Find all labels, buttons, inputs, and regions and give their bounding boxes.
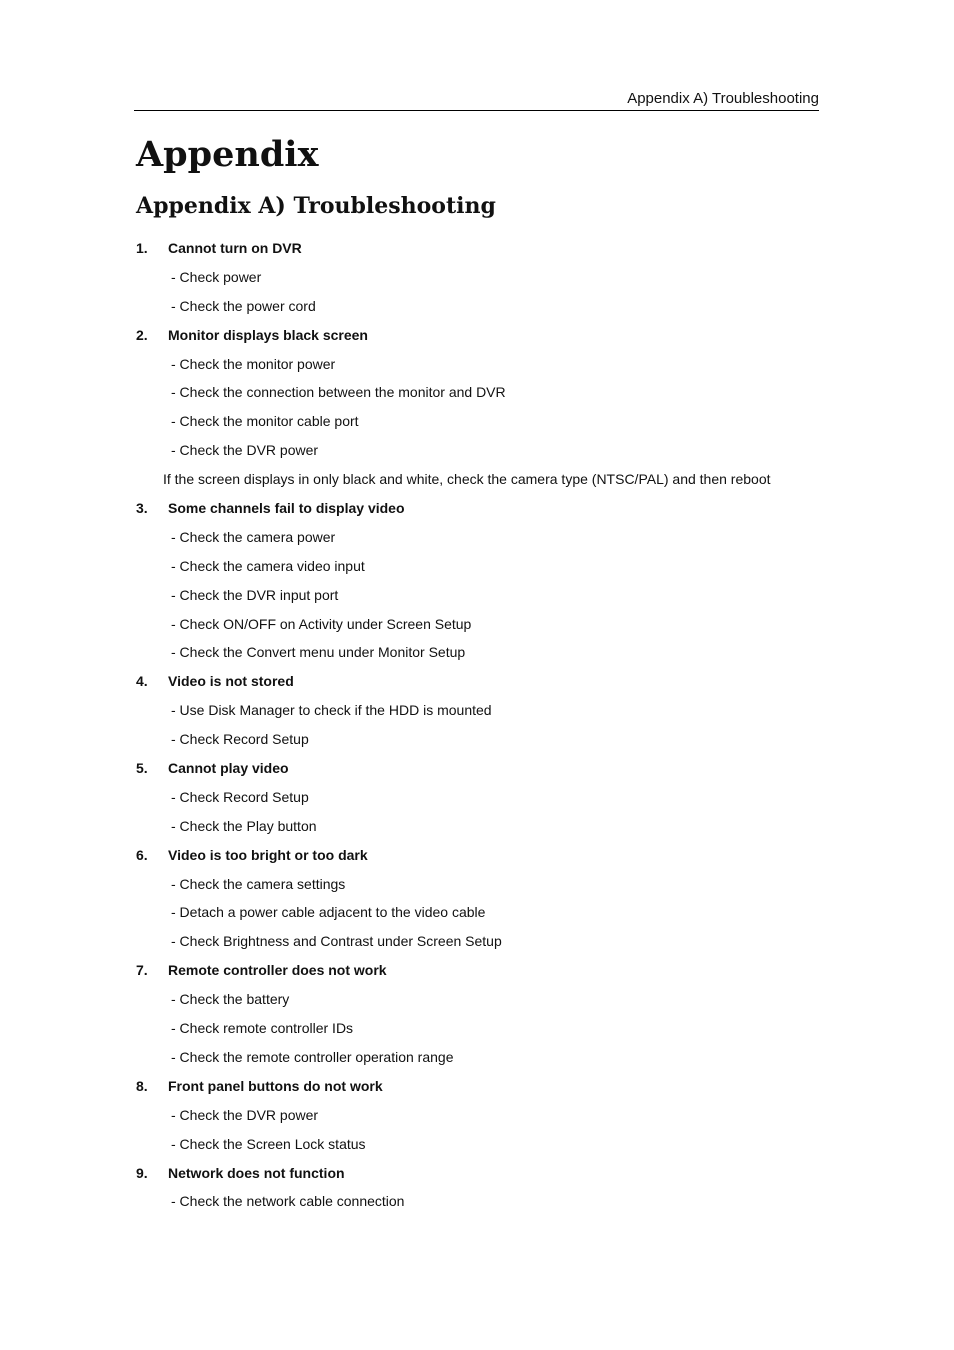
check-step: - Check the connection between the monitor and DVR [171, 384, 506, 401]
item-number: 1. [136, 240, 148, 256]
check-step: - Check remote controller IDs [171, 1020, 354, 1037]
item-number: 8. [136, 1077, 148, 1094]
item-number: 5. [136, 760, 148, 777]
check-step: - Check the battery [171, 991, 290, 1008]
check-step: - Check the monitor power [171, 355, 336, 372]
item-title: Remote controller does not work [168, 962, 387, 979]
troubleshooting-item-heading [136, 844, 836, 873]
check-step: - Check the DVR power [171, 442, 319, 459]
check-step: - Check the Screen Lock status [171, 1135, 366, 1152]
section-title: Appendix A) Troubleshooting [136, 193, 496, 219]
troubleshooting-item-heading [136, 670, 836, 699]
item-number: 2. [136, 326, 148, 343]
check-step: - Check the DVR input port [171, 586, 339, 603]
item-title: Monitor displays black screen [168, 326, 368, 343]
item-number: 3. [136, 500, 148, 517]
troubleshooting-list [136, 237, 836, 1219]
check-step: - Check Record Setup [171, 731, 309, 748]
check-step: - Check power [171, 268, 262, 285]
item-title: Cannot play video [168, 760, 289, 777]
troubleshooting-item-heading [136, 237, 836, 266]
check-step: - Check the Play button [171, 817, 317, 834]
header-rule [134, 110, 819, 111]
item-number: 6. [136, 846, 148, 863]
check-step: - Check the DVR power [171, 1106, 319, 1123]
troubleshooting-item-heading [136, 497, 836, 526]
check-step: - Check the remote controller operation range [171, 1048, 454, 1065]
item-number: 7. [136, 962, 148, 979]
item-title: Front panel buttons do not work [168, 1077, 383, 1094]
troubleshooting-item-heading [136, 959, 836, 988]
item-title: Network does not function [168, 1164, 345, 1181]
item-note: If the screen displays in only black and white, check the camera type (NTSC/PAL) and then reboot [163, 471, 771, 488]
check-step: - Check the camera video input [171, 557, 365, 574]
page-title: Appendix [136, 134, 319, 175]
check-step: - Check the camera settings [171, 875, 346, 892]
check-step: - Check Brightness and Contrast under Screen Setup [171, 933, 502, 950]
check-step: - Check the power cord [171, 297, 316, 314]
check-step: - Check the monitor cable port [171, 413, 359, 430]
check-step: - Check the Convert menu under Monitor Setup [171, 644, 466, 661]
check-step: - Check the network cable connection [171, 1193, 405, 1210]
check-step: - Check the camera power [171, 528, 336, 545]
item-title: Some channels fail to display video [168, 500, 405, 517]
troubleshooting-item-heading [136, 757, 836, 786]
check-step: - Check Record Setup [171, 788, 309, 805]
item-number: 9. [136, 1164, 148, 1181]
item-title: Video is too bright or too dark [168, 846, 368, 863]
check-step: - Check ON/OFF on Activity under Screen Setup [171, 615, 472, 632]
check-step: - Detach a power cable adjacent to the video cable [171, 904, 486, 921]
troubleshooting-item-heading [136, 1075, 836, 1104]
item-number: 4. [136, 673, 148, 690]
item-title: Cannot turn on DVR [168, 240, 302, 256]
troubleshooting-item-heading [136, 324, 836, 353]
check-step: - Use Disk Manager to check if the HDD is mounted [171, 702, 492, 719]
running-header: Appendix A) Troubleshooting [627, 90, 819, 107]
item-title: Video is not stored [168, 673, 294, 690]
troubleshooting-item-heading [136, 1162, 836, 1191]
